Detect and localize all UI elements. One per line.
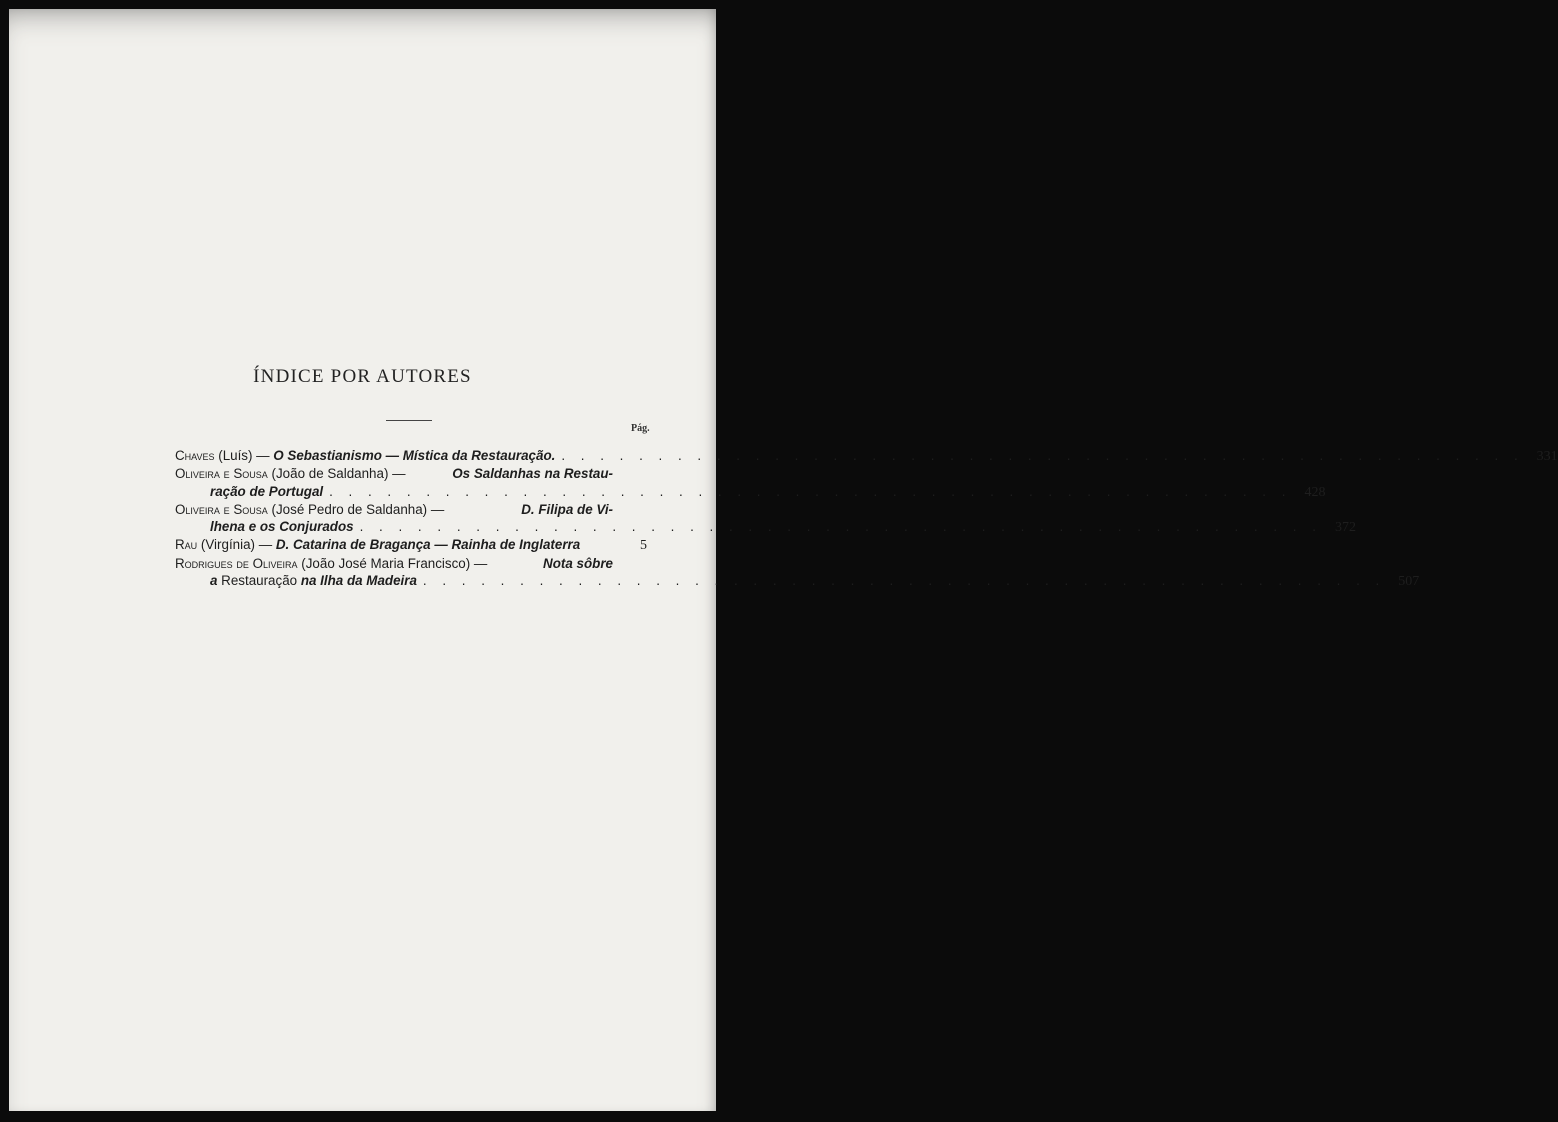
author-name: Oliveira e Sousa (175, 501, 268, 517)
index-entry-continuation (175, 483, 1326, 501)
entry-text (175, 465, 613, 482)
author-detail: (Virgínia) — (197, 537, 276, 553)
author-detail: (João de Saldanha) — (267, 466, 406, 482)
entry-text (210, 572, 417, 589)
title-rule (386, 420, 432, 421)
work-title: D. Filipa de Vi- (521, 501, 613, 517)
author-name: Oliveira e Sousa (175, 466, 268, 482)
entry-text (175, 555, 613, 572)
book-page (9, 9, 1558, 1111)
page-number: 372 (1334, 520, 1356, 536)
index-entry-rau (175, 536, 647, 554)
page-number: 331 (1536, 449, 1558, 464)
page-number: 507 (1398, 574, 1420, 590)
work-title: ração de Portugal (210, 483, 324, 499)
page-title: ÍNDICE POR AUTORES (253, 366, 472, 387)
work-title: D. Catarina de Bragança — Rainha de Inglaterra (275, 537, 581, 553)
work-title: na Ilha da Madeira (300, 573, 417, 589)
author-detail: (José Pedro de Saldanha) — (267, 501, 445, 517)
index-entry-rodrigues (175, 555, 647, 572)
index-entry-oliveira-joao (175, 465, 647, 482)
work-title: O Sebastianismo — Mística da Restauração. (273, 448, 556, 463)
entry-text (175, 447, 555, 464)
author-name: Rau (175, 537, 198, 553)
index-entry-continuation (175, 572, 1420, 590)
author-detail: (Luís) — (214, 448, 274, 463)
entry-text (175, 501, 613, 518)
plain-text: Restauração (217, 573, 301, 589)
author-detail: (João José Maria Francisco) — (297, 555, 488, 571)
entry-text (175, 536, 580, 553)
index-entry-chaves (175, 447, 1558, 465)
index-entry-continuation (175, 518, 1356, 536)
work-title: lhena e os Conjurados (210, 519, 354, 535)
page-number: 5 (640, 538, 647, 554)
work-title: Nota sôbre (543, 555, 613, 571)
page-number: 428 (1304, 484, 1326, 500)
dot-leader (329, 483, 1291, 500)
work-title: Os Saldanhas na Restau- (452, 466, 613, 482)
page-column-label: Pág. (631, 423, 650, 434)
dot-leader (561, 447, 1523, 464)
dot-leader (423, 572, 1385, 589)
index-entry-oliveira-jose (175, 501, 647, 518)
author-name: Rodrigues de Oliveira (175, 555, 298, 571)
author-name: Chaves (175, 448, 215, 463)
author-index-list (175, 447, 1558, 590)
work-title: a (210, 573, 218, 589)
dot-leader (360, 518, 1322, 535)
